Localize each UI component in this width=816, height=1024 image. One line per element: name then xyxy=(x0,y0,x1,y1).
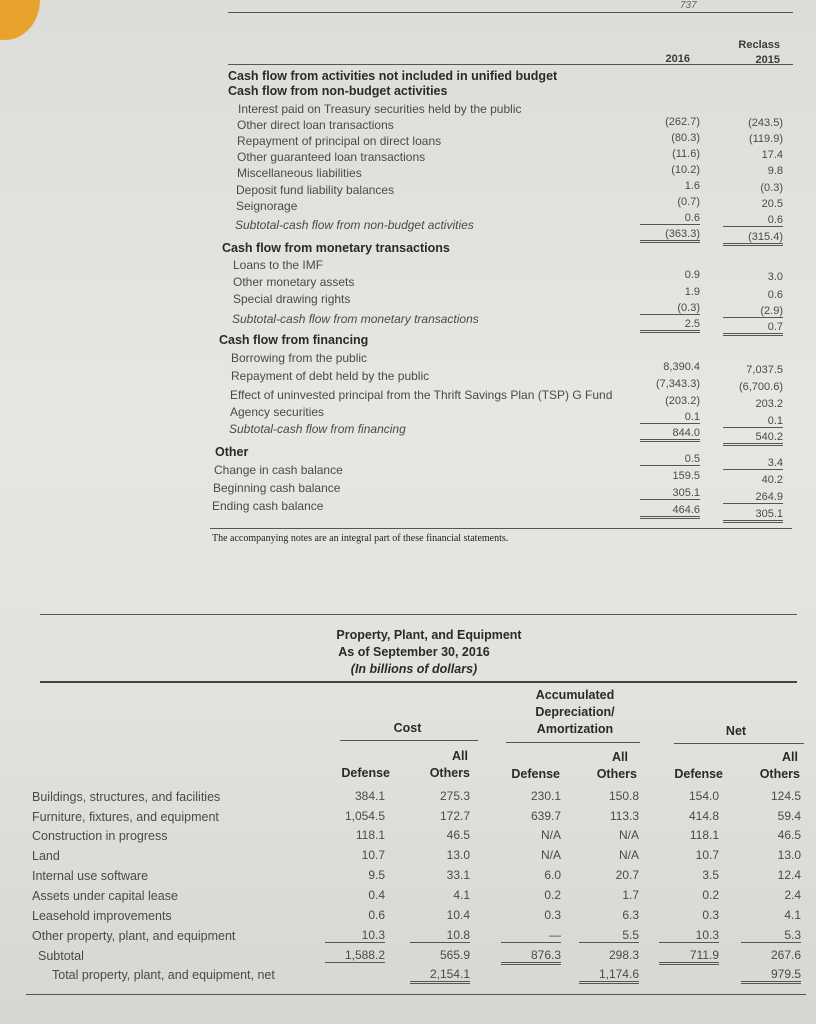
ppe-title: Property, Plant, and Equipment xyxy=(336,628,522,642)
table-cell: 0.3 xyxy=(544,908,561,922)
table-cell: 59.4 xyxy=(777,809,801,823)
total-net: 979.5 xyxy=(741,967,801,984)
value-2015: (243.5) xyxy=(748,117,783,129)
col-accum-all-1: All xyxy=(612,750,628,764)
section-title-monetary: Cash flow from monetary transactions xyxy=(222,241,450,255)
subtotal-2015: (315.4) xyxy=(723,231,783,246)
ppe-date: As of September 30, 2016 xyxy=(338,645,490,659)
table-cell: 10.7 xyxy=(361,848,385,862)
value-2016: 0.1 xyxy=(640,411,700,424)
table-cell: 1,054.5 xyxy=(344,809,385,823)
subtotal-label: Subtotal xyxy=(38,949,84,963)
value-2016: 1.6 xyxy=(684,180,700,192)
table-cell: — xyxy=(501,928,561,943)
value-2016: 0.5 xyxy=(640,453,700,466)
row-label: Change in cash balance xyxy=(214,463,343,477)
value-2016: 159.5 xyxy=(672,470,700,482)
row-label: Loans to the IMF xyxy=(233,258,324,272)
table-row-label: Buildings, structures, and facilities xyxy=(32,790,221,804)
table-cell: 230.1 xyxy=(530,789,561,803)
row-label: Other monetary assets xyxy=(233,275,355,289)
table-cell: 0.2 xyxy=(544,888,561,902)
value-2016: 8,390.4 xyxy=(663,361,700,373)
ppe-top-rule xyxy=(40,614,797,615)
value-2015: 264.9 xyxy=(723,491,783,504)
table-row-label: Land xyxy=(32,849,60,863)
table-row-label: Leasehold improvements xyxy=(32,909,172,923)
value-2015: 20.5 xyxy=(761,198,783,210)
value-2015: 203.2 xyxy=(755,398,783,410)
table-cell: 150.8 xyxy=(608,789,639,803)
value-2016: (80.3) xyxy=(671,132,700,144)
subtotal-label: Subtotal-cash flow from non-budget activities xyxy=(235,218,474,232)
subtotal-2015: 0.7 xyxy=(723,321,783,336)
table-cell: 711.9 xyxy=(659,948,719,965)
table-cell: 10.4 xyxy=(446,908,470,922)
table-cell: 5.5 xyxy=(579,928,639,943)
table-cell: 298.3 xyxy=(608,948,639,962)
row-label: Borrowing from the public xyxy=(231,351,368,365)
value-2015: (119.9) xyxy=(748,133,783,145)
table-cell: 6.0 xyxy=(544,868,561,882)
table-cell: 46.5 xyxy=(777,828,801,842)
value-2016: (0.7) xyxy=(677,196,700,208)
value-2015: 0.6 xyxy=(723,214,783,227)
total-accum: 1,174.6 xyxy=(579,967,639,984)
row-label: Effect of uninvested principal from the Thrift Savings Plan (TSP) G Fund xyxy=(230,388,613,402)
table-cell: 10.8 xyxy=(410,928,470,943)
row-label: Ending cash balance xyxy=(212,499,324,513)
ppe-bottom-rule xyxy=(26,994,806,995)
value-2016: (7,343.3) xyxy=(655,378,700,390)
value-2016: 0.9 xyxy=(684,269,700,281)
value-2016: (10.2) xyxy=(671,164,700,176)
cost-group-rule xyxy=(340,740,478,741)
value-2016: (11.6) xyxy=(672,148,700,160)
table-cell: 172.7 xyxy=(439,809,470,823)
table-cell: 0.6 xyxy=(368,908,385,922)
table-cell: N/A xyxy=(618,828,639,842)
value-2015: 305.1 xyxy=(723,508,783,523)
value-2015: 9.8 xyxy=(767,165,783,177)
table-cell: 118.1 xyxy=(355,828,385,842)
col-2015-header-line1: Reclass xyxy=(738,39,780,51)
table-cell: 4.1 xyxy=(784,908,801,922)
table-cell: 384.1 xyxy=(354,789,385,803)
table-cell: 275.3 xyxy=(439,789,470,803)
row-label: Repayment of principal on direct loans xyxy=(237,134,442,148)
table-cell: 6.3 xyxy=(622,908,639,922)
table-cell: 124.5 xyxy=(770,789,801,803)
value-2015: (6,700.6) xyxy=(738,381,783,393)
row-label: Special drawing rights xyxy=(233,292,351,306)
section-title-financing: Cash flow from financing xyxy=(219,333,369,347)
table-cell: 10.3 xyxy=(325,928,385,943)
table-cell: 414.8 xyxy=(688,809,719,823)
table-cell: 10.7 xyxy=(695,848,719,862)
col-cost-all-2: Others xyxy=(429,766,470,780)
value-2015: 0.6 xyxy=(767,289,783,301)
table-row-label: Internal use software xyxy=(32,869,149,883)
row-label: Beginning cash balance xyxy=(213,481,341,495)
col-2015-header-line2: 2015 xyxy=(755,54,780,66)
value-2015: 17.4 xyxy=(761,149,783,161)
group-accum-line3: Amortization xyxy=(536,722,614,736)
col-accum-defense: Defense xyxy=(511,767,560,781)
subtotal-2016: 844.0 xyxy=(640,427,700,442)
group-net: Net xyxy=(725,724,747,738)
row-label: Interest paid on Treasury securities held by the public xyxy=(238,102,522,116)
col-net-all-1: All xyxy=(782,750,798,764)
table-row-label: Construction in progress xyxy=(32,829,168,843)
value-2015: 40.2 xyxy=(761,474,783,486)
table-cell: N/A xyxy=(540,828,561,842)
value-2015: 7,037.5 xyxy=(746,364,783,376)
value-2015: (0.3) xyxy=(760,182,783,194)
group-cost: Cost xyxy=(393,721,422,735)
table-cell: 3.5 xyxy=(702,868,719,882)
table-cell: 0.2 xyxy=(702,888,719,902)
value-2016: 305.1 xyxy=(640,487,700,500)
col-net-defense: Defense xyxy=(674,767,723,781)
value-2016: 0.6 xyxy=(640,212,700,225)
table-cell: 20.7 xyxy=(615,868,639,882)
value-2015: 0.1 xyxy=(723,415,783,428)
table-cell: N/A xyxy=(540,848,561,862)
table-cell: 113.3 xyxy=(609,809,639,823)
subtotal-2015: 540.2 xyxy=(723,431,783,446)
row-label: Other direct loan transactions xyxy=(237,118,394,132)
row-label: Agency securities xyxy=(230,405,325,419)
table-cell: 12.4 xyxy=(777,868,801,882)
table-cell: 1,588.2 xyxy=(325,948,385,963)
table-cell: 876.3 xyxy=(501,948,561,965)
table-cell: 4.1 xyxy=(453,888,470,902)
total-label: Total property, plant, and equipment, net xyxy=(52,968,275,982)
subtotal-2016: 2.5 xyxy=(640,318,700,333)
value-2016: (262.7) xyxy=(665,116,700,128)
value-2015: 3.0 xyxy=(767,271,783,283)
section-title-other: Other xyxy=(215,445,249,459)
table-row-label: Assets under capital lease xyxy=(32,889,178,903)
row-label: Seignorage xyxy=(236,199,298,213)
row-label: Miscellaneous liabilities xyxy=(237,166,362,180)
col-cost-defense: Defense xyxy=(341,766,390,780)
table-cell: 46.5 xyxy=(446,828,470,842)
row-label: Other guaranteed loan transactions xyxy=(237,150,426,164)
group-accum-line2: Depreciation/ xyxy=(535,705,615,719)
col-accum-all-2: Others xyxy=(596,767,637,781)
table-cell: 33.1 xyxy=(446,868,470,882)
ppe-units: (In billions of dollars) xyxy=(350,662,478,676)
value-2016: 1.9 xyxy=(684,286,700,298)
table-cell: 0.4 xyxy=(368,888,385,902)
subtotal-2016: (363.3) xyxy=(640,228,700,243)
footnote: The accompanying notes are an integral part of these financial statements. xyxy=(212,533,509,544)
value-2015: 3.4 xyxy=(723,457,783,470)
page-corner-decoration xyxy=(0,0,40,40)
footer-rule xyxy=(210,528,792,529)
subtotal-label: Subtotal-cash flow from financing xyxy=(229,422,406,436)
table-cell: 10.3 xyxy=(659,928,719,943)
total-cost: 2,154.1 xyxy=(410,967,470,984)
col-net-all-2: Others xyxy=(759,767,800,781)
subtotal-label: Subtotal-cash flow from monetary transactions xyxy=(232,312,479,326)
table-row-label: Furniture, fixtures, and equipment xyxy=(32,810,219,824)
header-rule xyxy=(228,64,793,65)
value-2016: (0.3) xyxy=(640,302,700,315)
table-cell: 13.0 xyxy=(777,848,801,862)
col-2016-header: 2016 xyxy=(665,53,690,65)
table-cell: 118.1 xyxy=(689,828,719,842)
table-cell: 0.3 xyxy=(702,908,719,922)
table-cell: 5.3 xyxy=(741,928,801,943)
table-cell: N/A xyxy=(618,848,639,862)
table-row-label: Other property, plant, and equipment xyxy=(32,929,236,943)
row-label: Deposit fund liability balances xyxy=(236,183,395,197)
row-label: Repayment of debt held by the public xyxy=(231,369,430,383)
value-2016: (203.2) xyxy=(665,395,700,407)
table-cell: 154.0 xyxy=(688,789,719,803)
table-cell: 9.5 xyxy=(368,868,385,882)
ppe-header-rule xyxy=(40,681,797,683)
table-cell: 1.7 xyxy=(622,888,639,902)
net-group-rule xyxy=(674,743,804,744)
top-rule xyxy=(228,12,793,13)
table-cell: 2.4 xyxy=(784,888,801,902)
page-number: 737 xyxy=(680,0,697,11)
table-cell: 565.9 xyxy=(439,948,470,962)
section-title-unified: Cash flow from activities not included in unified budget xyxy=(228,69,558,83)
table-cell: 267.6 xyxy=(770,948,801,962)
col-cost-all-1: All xyxy=(452,749,468,763)
table-cell: 13.0 xyxy=(446,848,470,862)
section-title-non-budget: Cash flow from non-budget activities xyxy=(228,84,448,98)
group-accum-line1: Accumulated xyxy=(535,688,615,702)
accum-group-rule xyxy=(506,742,640,743)
value-2016: 464.6 xyxy=(640,504,700,519)
table-cell: 639.7 xyxy=(530,809,561,823)
value-2015: (2.9) xyxy=(723,305,783,318)
